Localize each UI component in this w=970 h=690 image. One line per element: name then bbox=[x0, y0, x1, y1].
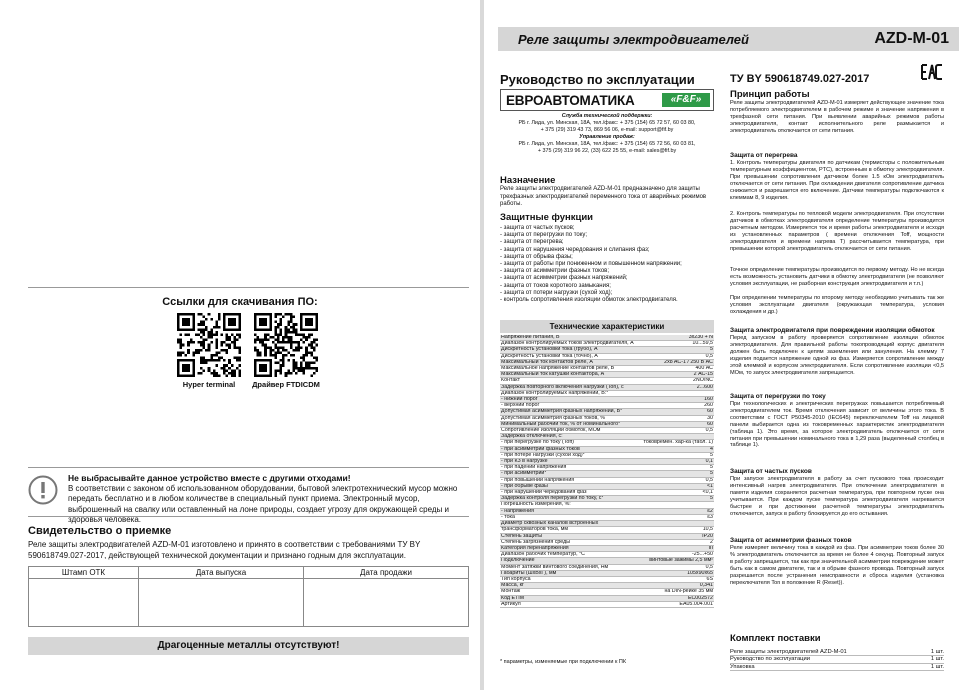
kit-item: Руководство по эксплуатации bbox=[730, 656, 922, 664]
function-item: - защита от работы при пониженном и повышенном напряжении; bbox=[500, 261, 682, 268]
spec-param: трансформаторов тока, мм bbox=[500, 527, 640, 533]
spec-param: Диаметр сквозных каналов встроенных bbox=[500, 521, 640, 527]
spec-param: Дискретность установки тока (грубо), А bbox=[500, 347, 640, 353]
spec-param: Минимальный рабочий ток, % от номинального* bbox=[500, 421, 640, 427]
spec-param: - при перегрузке по току (Toff) bbox=[500, 440, 640, 446]
spec-value: 0,5 bbox=[640, 564, 714, 570]
support-title: Служба технической поддержки: bbox=[561, 113, 653, 119]
spec-param: Габариты (ШxВxГ), мм bbox=[500, 570, 640, 576]
precious-metals-note: Драгоценные металлы отсутствуют! bbox=[28, 637, 469, 655]
spec-value: 2NO/NC bbox=[640, 378, 714, 384]
acceptance-text: Реле защиты электродвигателей AZD-M-01 изготовлено и принято в соответствии с требованиями ТУ BY 590618749.027-2017, действующей технической документации и признано годным для эксплуатации. bbox=[28, 540, 421, 560]
spec-param: Допустимая асимметрия фазных токов, % bbox=[500, 415, 640, 421]
asymmetry-text: Реле измеряет величину тока в каждой из фаз. При асимметрии токов более 30 % электродвигатель отключается за время не более 4 секунд. Повторный запуск в работу запрещается, так как при значительной асимметрии повреждение может быть как в самом двигателе, так и в обрыве фазного провода. Повторный запуск разрешается после устранения неисправности и сброса изделия (установка переключателя Ton в положение R (Reset)). bbox=[730, 545, 944, 586]
spec-param: Задержка отключения, с: bbox=[500, 434, 640, 440]
spec-param: Монтаж bbox=[500, 589, 640, 595]
spec-param: Задержка повторного включения нагрузки (Ton), с bbox=[500, 384, 640, 390]
stamp-table bbox=[28, 566, 469, 627]
spec-value: 2x8 AC-1 / 250 В AC bbox=[640, 359, 714, 365]
spec-value: 400 АС bbox=[640, 366, 714, 372]
function-item: - защита от асимметрии фазных напряжений; bbox=[500, 275, 628, 282]
sales-line-1: РБ г. Лида, ул. Минская, 18А, тел./факс: + 375 (154) 65 72 56, 60 03 81, bbox=[518, 141, 696, 147]
spec-param: Максимальный ток катушки контактора, А bbox=[500, 372, 640, 378]
spec-row bbox=[500, 601, 714, 607]
stamp-cell-sale-date[interactable] bbox=[304, 579, 469, 627]
spec-param: - при падении напряжения bbox=[500, 465, 640, 471]
kit-table bbox=[730, 648, 944, 671]
purpose-title: Назначение bbox=[500, 175, 556, 186]
spec-value: EA05.004.001 bbox=[640, 601, 714, 607]
tu-code: ТУ BY 590618749.027-2017 bbox=[730, 73, 870, 85]
spec-param: - при асимметрии фазных токов bbox=[500, 446, 640, 452]
qr-caption-ftdi-driver: Драйвер FTDICDM bbox=[252, 380, 320, 389]
function-item: - защита от нарушения чередования и слипания фаз; bbox=[500, 246, 650, 253]
spec-value: ≤3 bbox=[640, 514, 714, 520]
spec-value: 0,5 bbox=[640, 353, 714, 359]
warning-icon bbox=[28, 475, 58, 505]
function-item: - защита от перегрева; bbox=[500, 239, 564, 246]
spec-param: - при КЗ в нагрузке bbox=[500, 459, 640, 465]
spec-value: 0,1 bbox=[640, 459, 714, 465]
kit-title: Комплект поставки bbox=[730, 633, 821, 644]
insulation-title: Защита электродвигателя при повреждении изоляции обмоток bbox=[730, 327, 935, 334]
spec-param: - при асимметрии* bbox=[500, 471, 640, 477]
spec-param: Сопротивление изоляции обмоток, МОм bbox=[500, 428, 640, 434]
spec-value: 2 АС-15 bbox=[640, 372, 714, 378]
spec-param: Код ETIM bbox=[500, 595, 640, 601]
footnote: * параметры, изменяемые при подключении к ПК bbox=[500, 659, 627, 665]
divider-top bbox=[28, 287, 469, 288]
divider-lower bbox=[28, 516, 469, 517]
spec-table bbox=[500, 335, 714, 608]
kit-qty: 1 шт. bbox=[922, 656, 944, 664]
right-page bbox=[484, 0, 970, 690]
warning-text: В соответствии с законом об использованном оборудовании, бытовой электротехнический мусор можно передать бесплатно и в любом количестве в специальный пункт приема. Электронный мусор, выброшенный на свалку или оставленный на лоне природы, создает угрозу для окружающей среды и здоровья человека. bbox=[68, 483, 458, 524]
kit-row bbox=[730, 648, 944, 656]
spec-value: III bbox=[640, 545, 714, 551]
kit-qty: 1 шт. bbox=[922, 648, 944, 656]
stamp-cell-otk[interactable] bbox=[29, 579, 139, 627]
spec-value: 260 bbox=[640, 403, 714, 409]
qr-caption-hyper-terminal: Hyper terminal bbox=[182, 380, 236, 389]
functions-title: Защитные функции bbox=[500, 212, 594, 223]
purpose-text: Реле защиты электродвигателей AZD-M-01 предназначено для защиты трехфазных электродвигателей переменного тока от аварийных режимов работы. bbox=[500, 186, 707, 208]
stamp-header-sale-date: Дата продажи bbox=[304, 567, 469, 579]
spec-value: 60 bbox=[640, 409, 714, 415]
spec-param: Погрешность измерения, %: bbox=[500, 502, 640, 508]
left-page bbox=[0, 0, 480, 690]
principle-text: Реле защиты электродвигателей AZD-M-01 измеряет действующее значение тока потребляемого электродвигателем в рабочем режиме и значение напряжения в трехфазной сети питания. При выявлении аварийных режимов работы электродвигателя, контакт исполнительного реле размыкается и электродвигатель отключается от сети питания. bbox=[730, 100, 944, 134]
spec-param: Дискретность установки тока (точно), А bbox=[500, 353, 640, 359]
function-item: - контроль сопротивления изоляции обмоток электродвигателя. bbox=[500, 297, 678, 304]
spec-value: 10,5 bbox=[640, 527, 714, 533]
overload-text: При технологических и электрических перегрузках повышается потребляемый электродвигателем ток. Время отключения зависит от величины этого тока. В соответствии с ГОСТ Р50345-2010 (IEC645) переключателем Toff на лицевой панели выбирается одна из токовременных характеристик электродвигателя (таблица 1). Это время, за которое электродвигатель отключается от сети питания при превышении номинального тока в 1,29 раза (выделенный столбец в таблице 1). bbox=[730, 401, 944, 449]
overheat-text-2: 2. Контроль температуры по тепловой модели электродвигателя. При отсутствии датчиков в обмотках электродвигателя определение температуры производится расчетным методом. Измеряется ток и время работы электродвигателя и исходя из установленных параметров ( времени отключения Toff, мощности электродвигателя и времени нагрева Т) рассчитывается температура, при превышении которой электродвигатель отключается от сети питания. bbox=[730, 211, 944, 252]
downloads-title: Ссылки для скачивания ПО: bbox=[162, 296, 318, 308]
spec-value: IP20 bbox=[640, 533, 714, 539]
spec-param: Степень защиты bbox=[500, 533, 640, 539]
functions-list bbox=[500, 225, 714, 304]
brand-ff-badge: «F&F» bbox=[662, 93, 710, 107]
function-item: - защита от частых пусков; bbox=[500, 225, 575, 231]
stamp-cell-release-date[interactable] bbox=[139, 579, 304, 627]
sales-line-2: + 375 (29) 319 96 22, (33) 622 25 55, e-mail: sales@fif.by bbox=[537, 148, 677, 154]
spec-param: - при обрыве фазы bbox=[500, 483, 640, 489]
overheat-title: Защита от перегрева bbox=[730, 152, 798, 159]
spec-value: <1 bbox=[640, 483, 714, 489]
asymmetry-title: Защита от асимметрии фазных токов bbox=[730, 537, 852, 544]
spec-value: <0,1 bbox=[640, 490, 714, 496]
header-bar bbox=[498, 27, 959, 51]
spec-param: Тип корпуса bbox=[500, 576, 640, 582]
stamp-header-otk: Штамп ОТК bbox=[29, 567, 139, 579]
spec-value: 5 bbox=[640, 452, 714, 458]
principle-title: Принцип работы bbox=[730, 89, 810, 100]
overheat-text-1: 1. Контроль температуры двигателя по датчикам (термисторы с положительным температурным коэффициентом, PTC), встроенным в обмотку электродвигателя. При превышении сопротивления датчиком более 1.5 кОм электродвигатель отключается от сети питания. При охлаждении двигателя сопротивление датчика снижается и разрешается его включение. Датчики температуры подключаются к клеммам 8, 9 изделия. bbox=[730, 160, 944, 201]
spec-value: 2 bbox=[640, 539, 714, 545]
spec-param: Диапазон рабочих температур, °С bbox=[500, 552, 640, 558]
kit-row bbox=[730, 656, 944, 664]
header-title: Реле защиты электродвигателей bbox=[518, 32, 749, 47]
warning-block bbox=[28, 473, 469, 524]
spec-param: Контакт bbox=[500, 378, 640, 384]
function-item: - защита от перегрузки по току; bbox=[500, 232, 588, 239]
spec-value: ≤2 bbox=[640, 508, 714, 514]
spec-param: - тока bbox=[500, 514, 640, 520]
spec-value: 4 bbox=[640, 446, 714, 452]
support-line-1: РБ г. Лида, ул. Минская, 18А, тел./факс: + 375 (154) 65 72 57, 60 03 80, bbox=[518, 120, 696, 126]
spec-value: 6S bbox=[640, 576, 714, 582]
spec-param: - напряжения bbox=[500, 508, 640, 514]
spec-value: 30 bbox=[640, 415, 714, 421]
spec-param: Допустимая асимметрия фазных напряжений, В* bbox=[500, 409, 640, 415]
kit-item: Реле защиты электродвигателей AZD-M-01 bbox=[730, 648, 922, 656]
overheat-text-4: При определении температуры по второму методу необходимо учитывать так же условия эксплуатации двигателя (окружающая температура, условия охлаждения и др.) bbox=[730, 295, 944, 315]
manual-title: Руководство по эксплуатации bbox=[500, 72, 695, 87]
spec-param: Подключение bbox=[500, 558, 640, 564]
eac-mark-icon bbox=[921, 63, 943, 81]
spec-param: Диапазон контролируемых напряжений, В:* bbox=[500, 390, 640, 396]
divider-middle bbox=[28, 467, 469, 468]
spec-value: 5 bbox=[640, 465, 714, 471]
spec-value: на DIN-рейке 35 мм bbox=[640, 589, 714, 595]
spec-param: Максимальный ток контактов реле, А bbox=[500, 359, 640, 365]
spec-param: - при потере нагрузки (сухой ход)* bbox=[500, 452, 640, 458]
stamp-header-release-date: Дата выпуска bbox=[139, 567, 304, 579]
qr-code-ftdi-driver[interactable] bbox=[254, 313, 318, 377]
spec-value: 160 bbox=[640, 397, 714, 403]
spec-value: 5 bbox=[640, 471, 714, 477]
spec-param: Диапазон контролируемых токов электродвигателя, А bbox=[500, 341, 640, 347]
function-item: - защита от обрыва фазы; bbox=[500, 253, 573, 260]
spec-value: 0,341 bbox=[640, 583, 714, 589]
warning-title: Не выбрасывайте данное устройство вместе с другими отходами! bbox=[68, 473, 351, 483]
brand-logo bbox=[500, 89, 714, 111]
spec-value: 5 bbox=[640, 496, 714, 502]
spec-value: 2...600 bbox=[640, 384, 714, 390]
starts-title: Защита от частых пусков bbox=[730, 468, 812, 475]
spec-value: 60 bbox=[640, 421, 714, 427]
spec-value: 3x230 + N bbox=[640, 335, 714, 341]
kit-item: Упаковка bbox=[730, 663, 922, 671]
spec-param: Максимальное напряжение контактов реле, В bbox=[500, 366, 640, 372]
kit-row bbox=[730, 663, 944, 671]
spec-value: 5 bbox=[640, 347, 714, 353]
spec-param: Задержка контроля перегрузки по току, с* bbox=[500, 496, 640, 502]
spec-param: Момент затяжки винтового соединения, Нм bbox=[500, 564, 640, 570]
starts-text: При запуске электродвигателя в работу за счет пускового тока происходит интенсивный нагрев электродвигателя. При отключении электродвигателя в памяти изделия сохраняется расчетная температура, при повторном пуске она учитывается. При каждом пуске температура электродвигателя нагревается быстрее и при достижении расчетной температуры электродвигатель отключается, запуск в работу блокируется до его остывания. bbox=[730, 476, 944, 517]
spec-param: - при повышении напряжения bbox=[500, 477, 640, 483]
spec-param: - нижний порог bbox=[500, 397, 640, 403]
spec-param: Напряжение питания, В bbox=[500, 335, 640, 341]
spec-value: 0,5 bbox=[640, 428, 714, 434]
sales-title: Управление продаж: bbox=[579, 134, 635, 140]
spec-param: Масса, кг bbox=[500, 583, 640, 589]
function-item: - защита от асимметрии фазных токов; bbox=[500, 268, 610, 275]
overheat-text-3: Точное определение температуры производится по первому методу. Но не всегда есть возможность установить датчики в обмотку электродвигателя (не позволяют условия эксплуатации, не разборная конструкция электродвигателя и т.п.) bbox=[730, 267, 944, 287]
spec-param: - верхний порог bbox=[500, 403, 640, 409]
brand-name: ЕВРОАВТОМАТИКА bbox=[506, 93, 635, 108]
support-contacts bbox=[500, 113, 714, 155]
spec-value: 10...59,5 bbox=[640, 341, 714, 347]
spec-value: EC002572 bbox=[640, 595, 714, 601]
spec-param: Степень загрязнения среды bbox=[500, 539, 640, 545]
function-item: - защита от потери нагрузки (сухой ход); bbox=[500, 289, 613, 296]
warning-text-block bbox=[68, 473, 470, 526]
spec-value: 105x90x65 bbox=[640, 570, 714, 576]
spec-value: токовремен. хар-ка (табл. 1) bbox=[640, 440, 714, 446]
spec-title: Технические характеристики bbox=[500, 320, 714, 333]
kit-qty: 1 шт. bbox=[922, 663, 944, 671]
qr-code-hyper-terminal[interactable] bbox=[177, 313, 241, 377]
spec-value: 0,5 bbox=[640, 477, 714, 483]
spec-value: винтовые зажимы 2,5 мм² bbox=[640, 558, 714, 564]
support-line-2: + 375 (29) 319 43 73, 869 56 06, e-mail: support@fif.by bbox=[540, 127, 674, 133]
insulation-text: Перед запуском в работу проверяется сопротивление изоляции обмоток электродвигателя. Для правильной работы токопроводящий корпус двигателя должен быть подключен к цепям заземления или зануления. На клемму 7 изделия подается напряжение одной из фаз. Измеряется сопротивление между этой клеммой и корпусом электродвигателя. Если сопротивление изоляции <0,5 МОм, то запуск электродвигателя запрещается. bbox=[730, 335, 944, 376]
function-item: - защита от токов короткого замыкания; bbox=[500, 282, 611, 289]
spec-value: -25...+50 bbox=[640, 552, 714, 558]
spec-param: Артикул bbox=[500, 601, 640, 607]
spec-param: - при нарушении чередования фаз bbox=[500, 490, 640, 496]
overload-title: Защита от перегрузки по току bbox=[730, 393, 826, 400]
spec-param: Категория перенапряжения bbox=[500, 545, 640, 551]
acceptance-title: Свидетельство о приемке bbox=[28, 525, 172, 537]
header-model: AZD-M-01 bbox=[874, 30, 949, 47]
